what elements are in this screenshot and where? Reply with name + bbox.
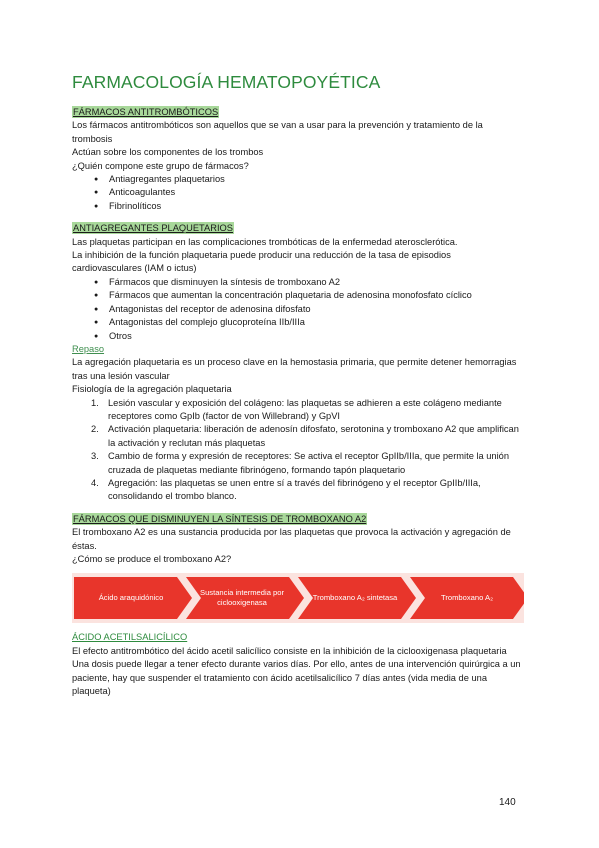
paragraph: Una dosis puede llegar a tener efecto durante varios días. Por ello, antes de una intervención quirúrgica a un paciente, hay que suspender el tratamiento con ácido acetilsalicílico 7 días antes (vida media de una plaqueta) xyxy=(72,659,521,697)
paragraph: El tromboxano A2 es una sustancia producida por las plaquetas que provoca la activación y agregación de éstas. xyxy=(72,527,511,551)
section-heading-antiagregantes: ANTIAGREGANTES PLAQUETARIOS xyxy=(73,223,233,234)
arrow-label-acido-araquidonico: Ácido araquidónico xyxy=(98,593,164,603)
list-item: ● Fármacos que disminuyen la síntesis de tromboxano A2 xyxy=(94,276,522,289)
arrow-label-tromboxano-sintetasa: Tromboxano A₂ sintetasa xyxy=(312,593,398,603)
paragraph: ¿Cómo se produce el tromboxano A2? xyxy=(72,554,232,564)
numbered-list xyxy=(72,397,522,504)
list-item: ● Antagonistas del receptor de adenosina difosfato xyxy=(94,303,522,316)
paragraph: ¿Quién compone este grupo de fármacos? xyxy=(72,160,249,171)
section-heading-tromboxano: FÁRMACOS QUE DISMINUYEN LA SÍNTESIS DE TROMBOXANO A2 xyxy=(73,513,367,524)
list-text: Lesión vascular y exposición del colágeno: las plaquetas se adhieren a este colágeno mediante receptores como GpIb (factor de von Willebrand) y GpVI xyxy=(108,397,502,421)
list-number: 3. xyxy=(91,451,99,462)
list-item: ● Fármacos que aumentan la concentración plaquetaria de adenosina monofosfato cíclico xyxy=(94,289,522,302)
bullet-list xyxy=(72,173,522,213)
list-item: ● Fibrinolíticos xyxy=(94,200,522,213)
arrow-label-tromboxano-a2: Tromboxano A₂ xyxy=(440,593,494,603)
list-item xyxy=(91,477,522,504)
section-heading-acido-acetilsalicilico: ÁCIDO ACETILSALICÍLICO xyxy=(72,632,188,643)
repaso-label: Repaso xyxy=(72,343,105,354)
paragraph: El efecto antitrombótico del ácido acetil salicílico consiste en la inhibición de la ciclooxigenasa plaquetaria xyxy=(72,645,507,656)
list-number: 4. xyxy=(91,477,99,488)
paragraph: La inhibición de la función plaquetaria puede producir una reducción de la tasa de episodios cardiovasculares (IAM o ictus) xyxy=(72,250,451,274)
paragraph: La agregación plaquetaria es un proceso clave en la hemostasia primaria, que permite detener hemorragias tras una lesión vascular xyxy=(72,357,517,381)
list-number: 1. xyxy=(91,397,99,408)
list-item xyxy=(91,423,522,450)
list-item: ● Antiagregantes plaquetarios xyxy=(94,173,522,186)
document-body xyxy=(72,106,522,698)
list-number: 2. xyxy=(91,424,99,435)
tromboxano-pathway-diagram xyxy=(72,573,522,623)
section-heading-antitromboticos: FÁRMACOS ANTITROMBÓTICOS xyxy=(73,107,219,117)
list-text: Activación plaquetaria: liberación de adenosín difosfato, serotonina y tromboxano A2 que amplifican la activación y reclutan más plaquetas xyxy=(108,424,519,448)
bullet-list xyxy=(72,276,522,343)
page-title: FARMACOLOGÍA HEMATOPOYÉTICA xyxy=(72,72,381,92)
list-item xyxy=(91,397,522,424)
list-item xyxy=(91,450,522,477)
list-text: Agregación: las plaquetas se unen entre sí a través del fibrinógeno y el receptor GpIIb/IIIa, consolidando el trombo blanco. xyxy=(108,477,481,502)
list-text: Cambio de forma y expresión de receptores: Se activa el receptor GpIIb/IIIa, que permite la unión cruzada de plaquetas mediante fibrinógeno, formando tapón plaquetario xyxy=(108,451,510,475)
paragraph: Los fármacos antitrombóticos son aquellos que se van a usar para la prevención y tratamiento de la trombosis xyxy=(72,120,483,144)
list-item: ● Otros xyxy=(94,330,522,343)
paragraph: Fisiología de la agregación plaquetaria xyxy=(72,384,232,395)
paragraph: Las plaquetas participan en las complicaciones trombóticas de la enfermedad aterosclerótica. xyxy=(72,236,458,247)
list-item: ● Antagonistas del complejo glucoproteína IIb/IIIa xyxy=(94,316,522,329)
page-number: 140 xyxy=(499,797,516,808)
paragraph: Actúan sobre los componentes de los trombos xyxy=(72,147,264,158)
arrow-label-sustancia-intermedia: Sustancia intermedia por ciclooxigenasa xyxy=(200,588,284,608)
list-item: ● Anticoagulantes xyxy=(94,186,522,199)
